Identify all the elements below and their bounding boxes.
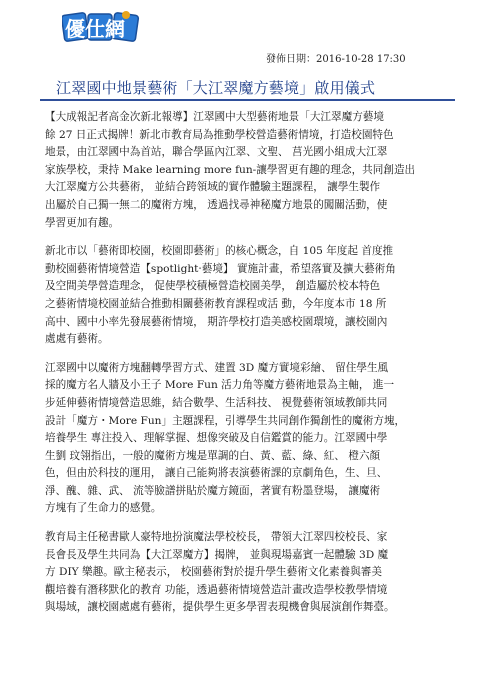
publish-date: 發佈日期：2016-10-28 17:30: [266, 54, 406, 65]
text-line: 出屬於自己獨一無二的魔術方塊， 透過找尋神秘魔方地景的闖關活動，使: [45, 198, 388, 211]
logo-graphic: [62, 8, 140, 46]
text-line: 與場域，讓校園處處有藝術，提供學生更多學習表現機會與展演創作舞臺。: [45, 601, 395, 614]
title-divider: [40, 99, 455, 101]
text-line: 餘 27 日正式揭牌！新北市教育局為推動學校營造藝術情境，打造校園特色: [45, 128, 394, 141]
text-line: 及空間美學營造理念， 促使學校積極營造校園美學， 創造屬於校本特色: [45, 280, 381, 293]
article-body: [45, 109, 455, 628]
text-line: 步延伸藝術情境營造思維，結合數學、生活科技、 視覺藝術領域教師共同: [45, 396, 388, 409]
text-line: 方 DIY 樂趣。歐主秘表示， 校園藝術對於提升學生藝術文化素養與審美: [45, 566, 382, 579]
text-line: 設計「魔方・More Fun」主題課程，引導學生共同創作獨創性的魔術方塊，: [45, 414, 406, 427]
text-line: 學習更加有趣。: [45, 216, 120, 229]
text-line: 新北市以「藝術即校園，校園即藝術」的核心概念，自 105 年度起 首度推: [45, 245, 394, 258]
site-logo[interactable]: [62, 8, 140, 46]
text-line: 觀培養有潛移默化的教育 功能，透過藝術情境營造計畫改造學校教學情境: [45, 583, 388, 596]
article-paragraph: [45, 360, 455, 518]
text-line: 生劉 玟翎指出，一般的魔術方塊是單調的白、黃、藍、綠、紅、 橙六顏: [45, 449, 381, 462]
text-line: 高中、國中小率先發展藝術情境， 期許學校打造美感校園環境，讓校園內: [45, 315, 388, 328]
text-line: 處處有藝術。: [45, 333, 109, 346]
text-line: 長會長及學生共同為【大江翠魔方】揭牌， 並與現場嘉賓一起體驗 3D 魔: [45, 548, 389, 561]
text-line: 淨、醜、雜、武、 流等臉譜拼貼於魔方鏡面，著實有粉墨登場， 讓魔術: [45, 484, 381, 497]
text-line: 地景，由江翠國中為首站，聯合學區內江翠、文聖、 莒光國小組成大江翠: [45, 146, 388, 159]
text-line: 【大成報記者高金次新北報導】江翠國中大型藝術地景「大江翠魔方藝境: [45, 111, 384, 123]
text-line: 培養學生 專注投入、理解掌握、想像突破及自信鑑賞的能力。江翠國中學: [45, 432, 388, 445]
text-line: 色，但由於科技的運用， 讓自己能夠將表演藝術課的京劇角色，生、旦、: [45, 467, 388, 480]
text-line: 家族學校，秉持 Make learning more fun-讓學習更有趣的理念，共同創造出: [45, 163, 416, 176]
text-line: 教育局主任秘書歐人豪特地扮演魔法學校校長， 帶領大江翠四校校長、家: [45, 531, 388, 544]
text-line: 動校園藝術情境營造【spotlight‧藝境】 實施計畫，希望落實及擴大藝術角: [45, 262, 396, 275]
article-paragraph: [45, 243, 455, 349]
text-line: 之藝術情境校園並結合推動相關藝術教育課程或活 動，今年度本市 18 所: [45, 297, 387, 310]
text-line: 方塊有了生命力的感覺。: [45, 502, 162, 515]
logo-text: 優仕網: [65, 17, 125, 41]
text-line: 大江翠魔方公共藝術， 並結合跨領域的實作體驗主題課程， 讓學生製作: [45, 181, 381, 194]
text-line: 江翠國中以魔術方塊翻轉學習方式、建置 3D 魔方實境彩繪、 留住學生風: [45, 361, 389, 374]
article-title: 江翠國中地景藝術「大江翠魔方藝境」啟用儀式: [56, 79, 376, 97]
article-paragraph: [45, 109, 455, 232]
text-line: 採的魔方名人牆及小王子 More Fun 活力角等魔方藝術地景為主軸， 進一: [45, 379, 395, 392]
article-paragraph: [45, 529, 455, 617]
